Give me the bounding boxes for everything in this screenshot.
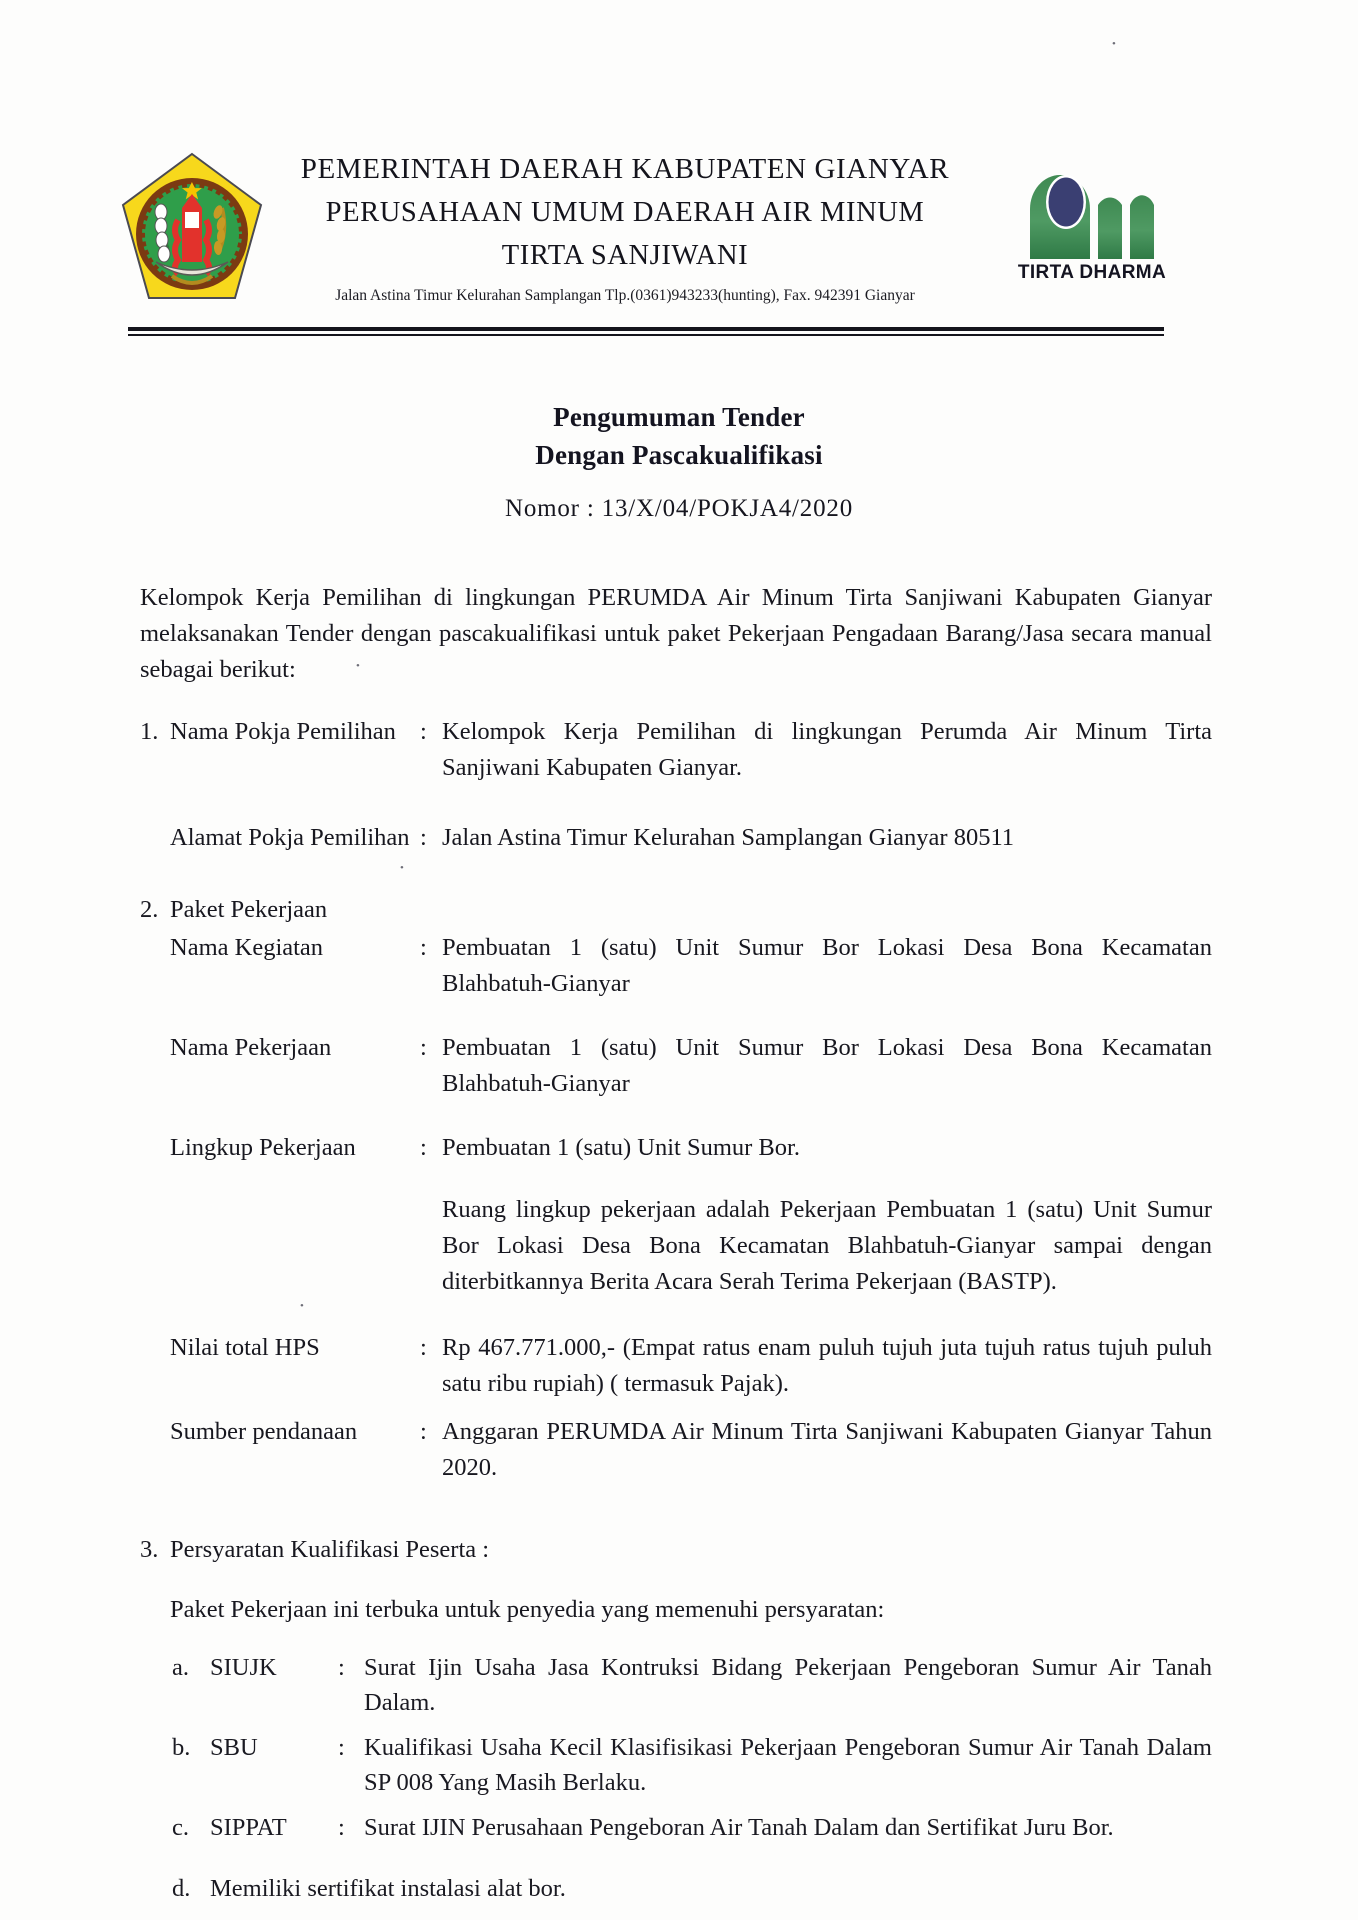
nama-kegiatan-value: Pembuatan 1 (satu) Unit Sumur Bor Lokasi Desa Bona Kecamatan Blahbatuh-Gianyar	[442, 934, 1212, 997]
tirta-dharma-arches-icon	[1026, 165, 1158, 261]
lingkup-pekerjaan-value: Pembuatan 1 (satu) Unit Sumur Bor.	[442, 1134, 800, 1161]
requirement-c-colon: :	[338, 1814, 345, 1841]
section-3	[140, 1532, 1212, 1906]
org-line-2: PERUSAHAAN UMUM DAERAH AIR MINUM	[325, 197, 925, 228]
item-alamat-value: Jalan Astina Timur Kelurahan Samplangan Gianyar 80511	[442, 824, 1015, 851]
item-alamat-label: Alamat Pokja Pemilihan	[170, 824, 410, 851]
requirement-c-letter: c.	[172, 1814, 189, 1841]
section-2-row-lingkup-pekerjaan	[140, 1130, 1212, 1166]
requirement-d-text: Memiliki sertifikat instalasi alat bor.	[210, 1875, 566, 1902]
scope-paragraph: Ruang lingkup pekerjaan adalah Pekerjaan Pembuatan 1 (satu) Unit Sumur Bor Lokasi Desa Bona Kecamatan Blahbatuh-Gianyar sampai dengan diterbitkannya Berita Acara Serah Terima Pekerjaan (BASTP).	[442, 1196, 1212, 1295]
requirement-a-colon: :	[338, 1654, 345, 1681]
requirement-a-letter: a.	[172, 1654, 189, 1681]
header-divider-thin	[128, 334, 1164, 336]
requirement-b-value: Kualifikasi Usaha Kecil Klasifisikasi Pekerjaan Pengeboran Sumur Air Tanah Dalam SP 008 Yang Masih Berlaku.	[364, 1734, 1212, 1796]
section-2-row-nama-pekerjaan	[140, 1030, 1212, 1102]
section-3-lead: Paket Pekerjaan ini terbuka untuk penyedia yang memenuhi persyaratan:	[170, 1596, 885, 1623]
requirement-a-name: SIUJK	[210, 1654, 277, 1681]
section-3-number: 3.	[140, 1536, 159, 1563]
requirement-c-name: SIPPAT	[210, 1814, 287, 1841]
tirta-dharma-logo	[1012, 165, 1172, 284]
funding-colon: :	[420, 1418, 427, 1445]
requirement-d	[140, 1871, 1212, 1906]
scan-artifact: •	[356, 660, 360, 672]
title-line-2: Dengan Pascakualifikasi	[535, 440, 823, 470]
section-3-heading: Persyaratan Kualifikasi Peserta :	[170, 1536, 490, 1563]
org-line-3: TIRTA SANJIWANI	[501, 240, 749, 271]
title-line-1: Pengumuman Tender	[553, 402, 805, 432]
header-divider	[128, 327, 1164, 336]
requirement-c-value: Surat IJIN Perusahaan Pengeboran Air Tanah Dalam dan Sertifikat Juru Bor.	[364, 1814, 1114, 1841]
scan-artifact: •	[400, 862, 404, 874]
scan-artifact: •	[1112, 38, 1116, 50]
section-3-lead-row	[140, 1592, 1212, 1628]
section-2-row-hps	[140, 1330, 1212, 1402]
organization-address: Jalan Astina Timur Kelurahan Samplangan Tlp.(0361)943233(hunting), Fax. 942391 Gianyar	[335, 287, 915, 304]
funding-value: Anggaran PERUMDA Air Minum Tirta Sanjiwani Kabupaten Gianyar Tahun 2020.	[442, 1418, 1212, 1481]
section-3-heading-row	[140, 1532, 1212, 1568]
section-2-heading: Paket Pekerjaan	[170, 896, 328, 923]
letterhead	[0, 0, 1358, 360]
scan-artifact: •	[300, 1300, 304, 1312]
item-alamat	[140, 820, 1212, 856]
header-divider-thick	[128, 327, 1164, 331]
section-2-scope-paragraph-row	[140, 1192, 1212, 1300]
organization-heading	[255, 148, 995, 306]
requirement-a-value: Surat Ijin Usaha Jasa Kontruksi Bidang Pekerjaan Pengeboran Sumur Air Tanah Dalam.	[364, 1654, 1212, 1716]
item-alamat-colon: :	[420, 824, 427, 851]
requirement-b-name: SBU	[210, 1734, 258, 1761]
funding-label: Sumber pendanaan	[170, 1418, 358, 1445]
section-2-row-funding	[140, 1414, 1212, 1486]
item-1-colon: :	[420, 718, 427, 745]
hps-colon: :	[420, 1334, 427, 1361]
document-body	[140, 580, 1212, 1906]
nama-kegiatan-label: Nama Kegiatan	[170, 934, 324, 961]
requirement-c	[140, 1810, 1212, 1845]
item-1-number: 1.	[140, 718, 159, 745]
section-2-number: 2.	[140, 896, 159, 923]
nama-pekerjaan-label: Nama Pekerjaan	[170, 1034, 332, 1061]
page-title	[0, 398, 1358, 474]
requirement-b-colon: :	[338, 1734, 345, 1761]
nama-pekerjaan-colon: :	[420, 1034, 427, 1061]
hps-value: Rp 467.771.000,- (Empat ratus enam puluh tujuh juta tujuh ratus tujuh puluh satu ribu rupiah) ( termasuk Pajak).	[442, 1334, 1212, 1397]
item-1	[140, 714, 1212, 786]
document-number: Nomor : 13/X/04/POKJA4/2020	[504, 495, 853, 522]
section-2-heading-row	[140, 892, 1212, 928]
lingkup-pekerjaan-label: Lingkup Pekerjaan	[170, 1134, 356, 1161]
requirement-b	[140, 1730, 1212, 1800]
org-line-1: PEMERINTAH DAERAH KABUPATEN GIANYAR	[300, 153, 950, 185]
intro-paragraph: Kelompok Kerja Pemilihan di lingkungan PERUMDA Air Minum Tirta Sanjiwani Kabupaten Gianyar melaksanakan Tender dengan pascakualifikasi untuk paket Pekerjaan Pengadaan Barang/Jasa secara manual sebagai berikut:	[140, 584, 1212, 683]
nama-pekerjaan-value: Pembuatan 1 (satu) Unit Sumur Bor Lokasi Desa Bona Kecamatan Blahbatuh-Gianyar	[442, 1034, 1212, 1097]
requirement-b-letter: b.	[172, 1734, 191, 1761]
section-2-row-nama-kegiatan	[140, 930, 1212, 1002]
gianyar-regency-crest-icon	[120, 150, 265, 325]
nama-kegiatan-colon: :	[420, 934, 427, 961]
tirta-dharma-wordmark: TIRTA DHARMA	[1017, 262, 1167, 283]
lingkup-pekerjaan-colon: :	[420, 1134, 427, 1161]
item-1-value: Kelompok Kerja Pemilihan di lingkungan Perumda Air Minum Tirta Sanjiwani Kabupaten Gianyar.	[442, 718, 1212, 781]
hps-label: Nilai total HPS	[170, 1334, 320, 1361]
section-2	[140, 892, 1212, 1486]
requirement-d-letter: d.	[172, 1875, 191, 1902]
requirement-a	[140, 1650, 1212, 1720]
item-1-label: Nama Pokja Pemilihan	[170, 718, 396, 745]
